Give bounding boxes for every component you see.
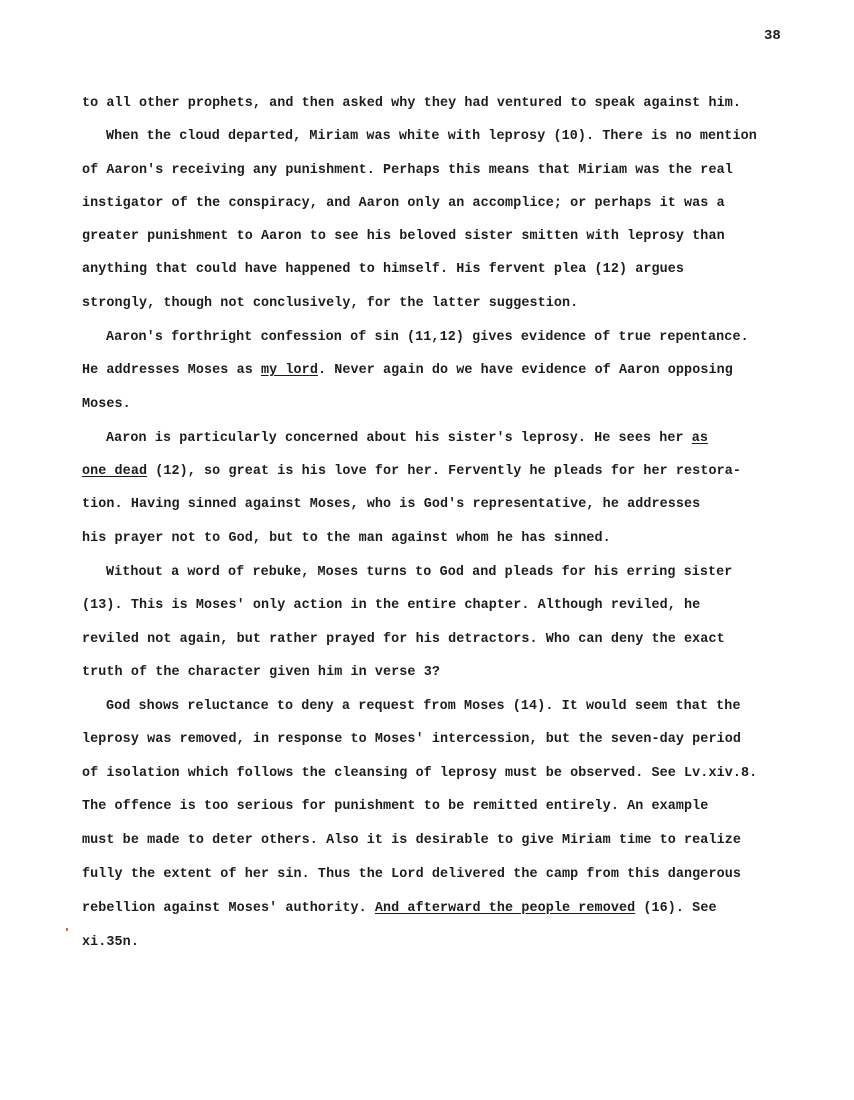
text-segment: Aaron is particularly concerned about his sister's leprosy. He sees her — [106, 431, 692, 446]
text-line: When the cloud departed, Miriam was white with leprosy (10). There is no mention — [106, 129, 757, 144]
text-line: leprosy was removed, in response to Moses' intercession, but the seven-day period — [82, 732, 741, 747]
ink-speck — [66, 928, 68, 931]
page-number: 38 — [764, 28, 781, 44]
text-line: anything that could have happened to himself. His fervent plea (12) argues — [82, 262, 685, 277]
text-line: The offence is too serious for punishment to be remitted entirely. An example — [82, 799, 709, 814]
text-line: God shows reluctance to deny a request from Moses (14). It would seem that the — [106, 699, 741, 714]
text-line: to all other prophets, and then asked why they had ventured to speak against him. — [82, 96, 741, 111]
text-line: tion. Having sinned against Moses, who is God's representative, he addresses — [82, 497, 701, 512]
text-line: of isolation which follows the cleansing of leprosy must be observed. See Lv.xiv.8. — [82, 766, 758, 781]
text-segment: He addresses Moses as — [82, 363, 261, 378]
text-line: (13). This is Moses' only action in the entire chapter. Although reviled, he — [82, 598, 701, 613]
text-line: must be made to deter others. Also it is desirable to give Miriam time to realize — [82, 833, 741, 848]
text-line — [82, 901, 717, 917]
underlined-phrase: as — [691, 431, 709, 446]
text-line: reviled not again, but rather prayed for his detractors. Who can deny the exact — [82, 632, 725, 647]
text-line: Moses. — [82, 397, 131, 412]
text-line: greater punishment to Aaron to see his beloved sister smitten with leprosy than — [82, 229, 725, 244]
text-segment: rebellion against Moses' authority. — [82, 901, 375, 916]
text-line: truth of the character given him in verse 3? — [82, 665, 440, 680]
text-line — [82, 363, 733, 379]
text-line: strongly, though not conclusively, for the latter suggestion. — [82, 296, 579, 311]
text-line: his prayer not to God, but to the man against whom he has sinned. — [82, 531, 611, 546]
text-line: of Aaron's receiving any punishment. Perhaps this means that Miriam was the real — [82, 163, 733, 178]
underlined-phrase: my lord — [261, 363, 318, 378]
text-line — [106, 431, 708, 447]
text-line: fully the extent of her sin. Thus the Lord delivered the camp from this dangerous — [82, 867, 741, 882]
underlined-phrase: one dead — [82, 464, 148, 479]
text-line — [82, 464, 741, 480]
text-line: instigator of the conspiracy, and Aaron only an accomplice; or perhaps it was a — [82, 196, 725, 211]
text-line: xi.35n. — [82, 935, 139, 950]
text-line: Aaron's forthright confession of sin (11,12) gives evidence of true repentance. — [106, 330, 749, 345]
underlined-phrase: And afterward the people removed — [374, 901, 636, 916]
text-segment: (12), so great is his love for her. Fervently he pleads for her restora- — [147, 464, 741, 479]
text-segment: . Never again do we have evidence of Aaron opposing — [317, 363, 733, 378]
text-segment: (16). See — [635, 901, 717, 916]
text-line: Without a word of rebuke, Moses turns to God and pleads for his erring sister — [106, 565, 733, 580]
